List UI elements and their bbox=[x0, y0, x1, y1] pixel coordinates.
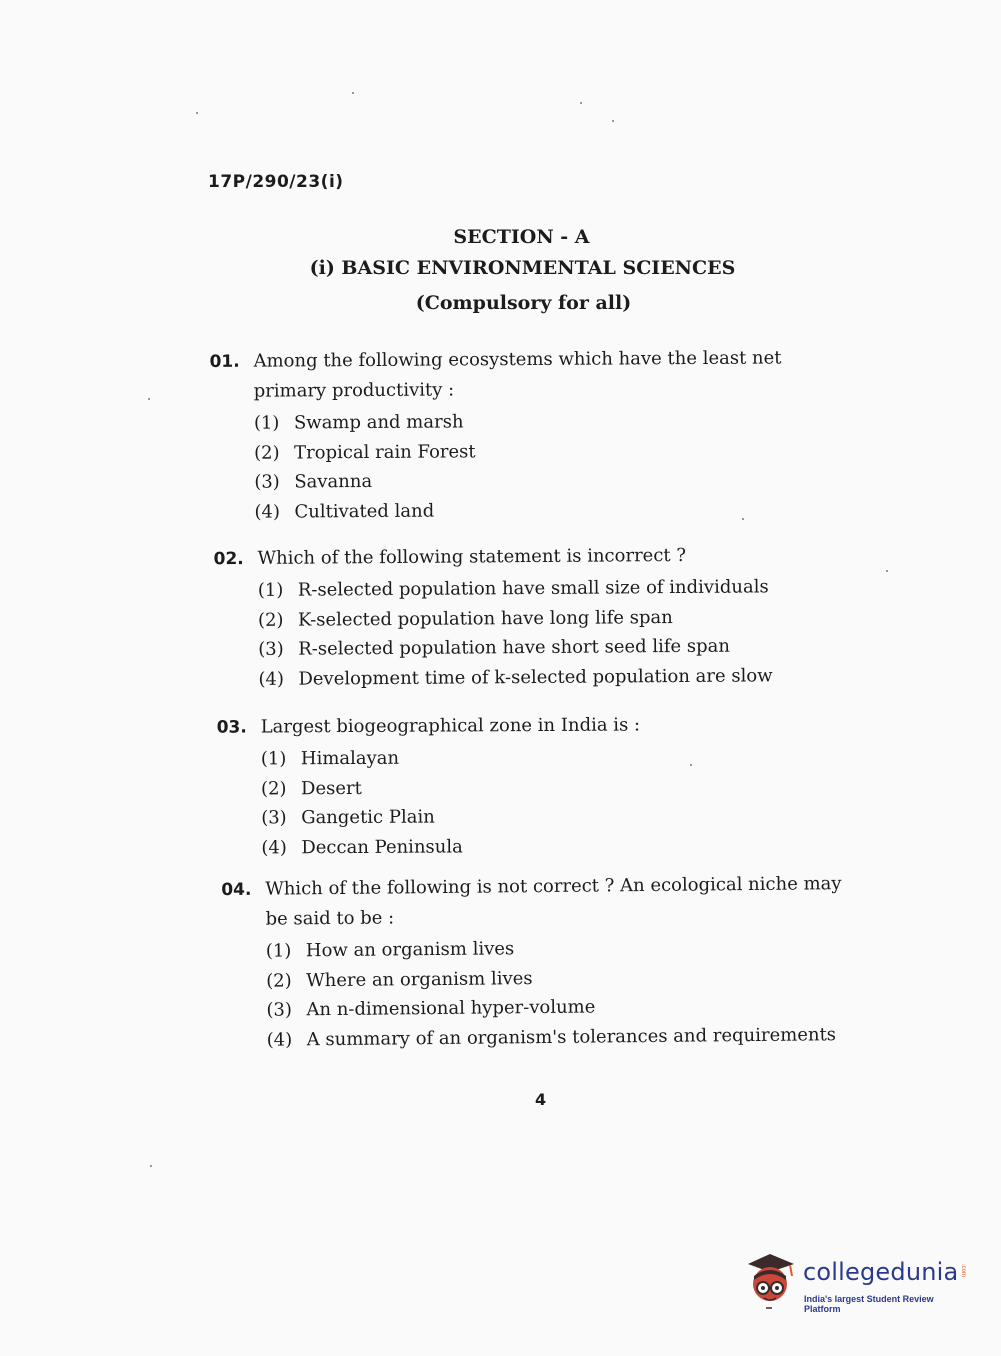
option-text: Where an organism lives bbox=[306, 967, 533, 991]
option-text: An n-dimensional hyper-volume bbox=[306, 996, 596, 1021]
option-number: (2) bbox=[266, 969, 292, 992]
compulsory-note: (Compulsory for all) bbox=[415, 292, 632, 314]
question-number: 04. bbox=[221, 879, 252, 901]
option-text: How an organism lives bbox=[305, 938, 515, 962]
option-number: (3) bbox=[258, 638, 284, 660]
scan-speck bbox=[742, 518, 744, 520]
option-item bbox=[261, 771, 857, 804]
option-number: (1) bbox=[260, 748, 287, 770]
option-number: (4) bbox=[261, 836, 287, 858]
scan-speck bbox=[352, 92, 354, 94]
scan-speck bbox=[580, 102, 582, 104]
option-item bbox=[254, 464, 850, 497]
option-item bbox=[258, 572, 854, 606]
option-number: (3) bbox=[261, 807, 287, 829]
question-text: Which of the following statement is incorrect ? bbox=[257, 544, 687, 569]
option-text: K-selected population have long life span bbox=[297, 606, 673, 631]
question-text: Which of the following is not correct ? An ecological niche may be said to be : bbox=[265, 873, 842, 930]
option-number: (4) bbox=[266, 1028, 293, 1051]
option-text: Himalayan bbox=[300, 747, 400, 770]
question-number: 03. bbox=[216, 717, 247, 738]
option-number: (4) bbox=[258, 668, 284, 690]
question-4 bbox=[221, 869, 863, 1055]
option-text: Cultivated land bbox=[294, 500, 435, 522]
option-item bbox=[261, 741, 857, 774]
option-text: Development time of k-selected population are slow bbox=[298, 664, 773, 690]
question-number: 02. bbox=[213, 549, 244, 570]
option-text: Swamp and marsh bbox=[293, 411, 464, 434]
option-item bbox=[267, 1019, 863, 1054]
option-text: Tropical rain Forest bbox=[294, 440, 476, 463]
scan-speck bbox=[612, 120, 614, 122]
option-item bbox=[254, 435, 850, 468]
option-number: (2) bbox=[260, 777, 287, 799]
option-text: A summary of an organism's tolerances and requirements bbox=[306, 1023, 837, 1050]
option-item bbox=[254, 405, 850, 438]
option-number: (3) bbox=[266, 999, 293, 1021]
question-1 bbox=[209, 343, 850, 527]
option-list bbox=[266, 931, 863, 1055]
option-text: Gangetic Plain bbox=[301, 806, 435, 829]
collegedunia-watermark bbox=[742, 1250, 972, 1316]
brand-tagline: India's largest Student Review Platform bbox=[804, 1294, 934, 1314]
option-item bbox=[258, 601, 854, 635]
option-number: (2) bbox=[257, 609, 284, 631]
option-item bbox=[261, 830, 857, 863]
option-number: (1) bbox=[257, 579, 284, 601]
option-number: (3) bbox=[254, 471, 280, 493]
scan-speck bbox=[150, 1165, 152, 1167]
scan-speck bbox=[886, 570, 888, 572]
scan-speck bbox=[690, 764, 692, 766]
brand-dotcom: .com bbox=[960, 1264, 966, 1278]
document-code: 17P/290/23(i) bbox=[208, 172, 344, 192]
page-number: 4 bbox=[535, 1090, 547, 1109]
question-number: 01. bbox=[209, 351, 240, 372]
option-text: Savanna bbox=[294, 470, 373, 493]
collegedunia-logo-icon bbox=[742, 1250, 800, 1312]
brand-name: collegedunia bbox=[803, 1258, 959, 1286]
scan-speck bbox=[196, 112, 198, 114]
question-2 bbox=[213, 540, 854, 694]
option-number: (2) bbox=[254, 442, 280, 464]
question-text: Largest biogeographical zone in India is : bbox=[260, 714, 641, 738]
option-item bbox=[261, 800, 857, 833]
option-list bbox=[258, 572, 855, 694]
option-item bbox=[258, 631, 854, 665]
option-item bbox=[258, 660, 854, 694]
option-list bbox=[254, 405, 851, 527]
option-text: Deccan Peninsula bbox=[301, 835, 463, 858]
option-number: (1) bbox=[265, 940, 292, 962]
option-text: R-selected population have short seed life span bbox=[298, 635, 731, 660]
option-text: R-selected population have small size of individuals bbox=[297, 576, 769, 601]
question-text: Among the following ecosystems which have the least net primary productivity : bbox=[253, 347, 782, 402]
option-number: (1) bbox=[253, 412, 280, 434]
option-item bbox=[254, 494, 850, 527]
scan-speck bbox=[148, 398, 150, 400]
option-number: (4) bbox=[254, 501, 281, 523]
subject-heading: (i) BASIC ENVIRONMENTAL SCIENCES bbox=[309, 257, 736, 279]
section-heading: SECTION - A bbox=[453, 226, 590, 248]
option-text: Desert bbox=[300, 777, 362, 799]
option-list bbox=[261, 741, 858, 862]
question-3 bbox=[217, 709, 858, 862]
